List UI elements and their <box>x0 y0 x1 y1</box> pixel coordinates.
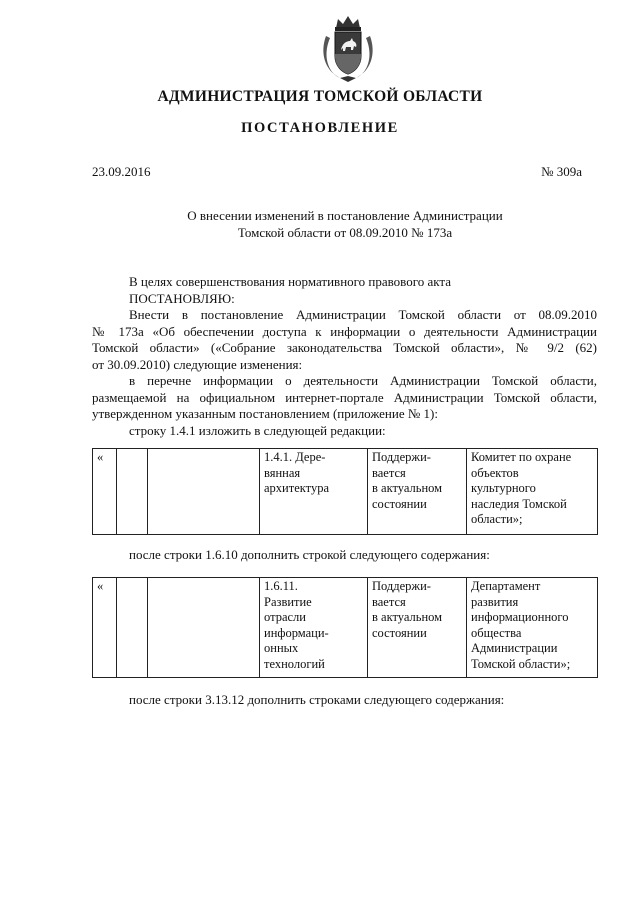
table-cell <box>148 449 260 535</box>
cell-line: Томской области»; <box>471 656 571 671</box>
paragraph-2-line: утвержденном указанным постановлением (приложение № 1): <box>92 406 438 421</box>
paragraph-1-line: от 30.09.2010) следующие изменения: <box>92 356 303 372</box>
table-cell <box>117 578 148 678</box>
table-cell <box>260 578 368 678</box>
table-row <box>93 449 598 535</box>
cell-line: вянная <box>264 465 301 480</box>
table-cell <box>93 578 117 678</box>
cell-line: состоянии <box>372 496 427 511</box>
cell-line: культурного <box>471 481 536 495</box>
cell-line: вается <box>372 465 406 480</box>
cell-line: вается <box>372 594 406 609</box>
cell-line: общества <box>471 625 522 640</box>
table-cell <box>467 449 598 535</box>
cell-line: объектов <box>471 465 519 480</box>
table-cell <box>148 578 260 678</box>
cell-line: Развитие <box>264 594 312 609</box>
amendment-table-2 <box>92 577 598 678</box>
cell-line: информационного <box>471 610 569 624</box>
cell-line: области»; <box>471 512 523 526</box>
cell-line: развития <box>471 594 519 609</box>
paragraph-1-line: Внести в постановление Администрации Томской области от 08.09.2010 <box>129 307 597 322</box>
paragraph-1-line: Томской области» («Собрание законодательства Томской области», № 9/2 (62) <box>92 340 597 355</box>
cell-line: Департамент <box>471 579 541 593</box>
cell-line: 1.6.11. <box>264 579 298 593</box>
after-table-2-line: после строки 3.13.12 дополнить строками следующего содержания: <box>129 692 505 707</box>
paragraph-1-line: № 173а «Об обеспечении доступа к информации о деятельности Администрации <box>92 323 597 339</box>
coat-of-arms-icon <box>318 14 378 84</box>
subject-line: Томской области от 08.09.2010 № 173а <box>237 225 453 240</box>
document-date: 23.09.2016 <box>92 164 151 179</box>
cell-line: информаци- <box>264 625 329 640</box>
purpose-line: В целях совершенствования нормативного правового акта <box>129 274 452 289</box>
cell-line: Поддержи- <box>372 579 431 593</box>
quote-mark: « <box>97 450 104 464</box>
paragraph-2-line: размещаемой на официальном интернет-портале Администрации Томской области, <box>92 389 597 405</box>
document-subject <box>100 207 590 241</box>
table-cell <box>368 449 467 535</box>
cell-line: Администрации <box>471 641 558 655</box>
subject-line: О внесении изменений в постановление Администрации <box>187 208 503 223</box>
cell-line: онных <box>264 641 299 655</box>
cell-line: Комитет по охране <box>471 450 572 464</box>
table-cell <box>467 578 598 678</box>
table-row <box>93 578 598 678</box>
cell-line: технологий <box>264 656 325 671</box>
table-cell <box>93 449 117 535</box>
paragraph-3-line: строку 1.4.1 изложить в следующей редакции: <box>129 422 386 438</box>
cell-line: 1.4.1. Дере- <box>264 450 326 464</box>
cell-line: отрасли <box>264 610 306 624</box>
cell-line: наследия Томской <box>471 496 567 511</box>
body-intro <box>92 274 597 439</box>
table-cell <box>368 578 467 678</box>
cell-line: в актуальном <box>372 610 443 624</box>
after-table-2 <box>92 692 597 709</box>
cell-line: состоянии <box>372 625 427 640</box>
cell-line: в актуальном <box>372 481 443 495</box>
amendment-table-1 <box>92 448 598 535</box>
table-cell <box>260 449 368 535</box>
quote-mark: « <box>97 579 104 593</box>
after-table-1-line: после строки 1.6.10 дополнить строкой следующего содержания: <box>129 547 490 562</box>
cell-line: архитектура <box>264 481 330 495</box>
paragraph-2-line: в перечне информации о деятельности Администрации Томской области, <box>129 373 597 388</box>
document-type-title: ПОСТАНОВЛЕНИЕ <box>241 120 399 136</box>
cell-line: Поддержи- <box>372 450 431 464</box>
document-number: № 309а <box>541 164 582 179</box>
after-table-1 <box>92 547 597 564</box>
decree-line: ПОСТАНОВЛЯЮ: <box>129 290 235 306</box>
table-cell <box>117 449 148 535</box>
organization-title: АДМИНИСТРАЦИЯ ТОМСКОЙ ОБЛАСТИ <box>157 88 483 105</box>
